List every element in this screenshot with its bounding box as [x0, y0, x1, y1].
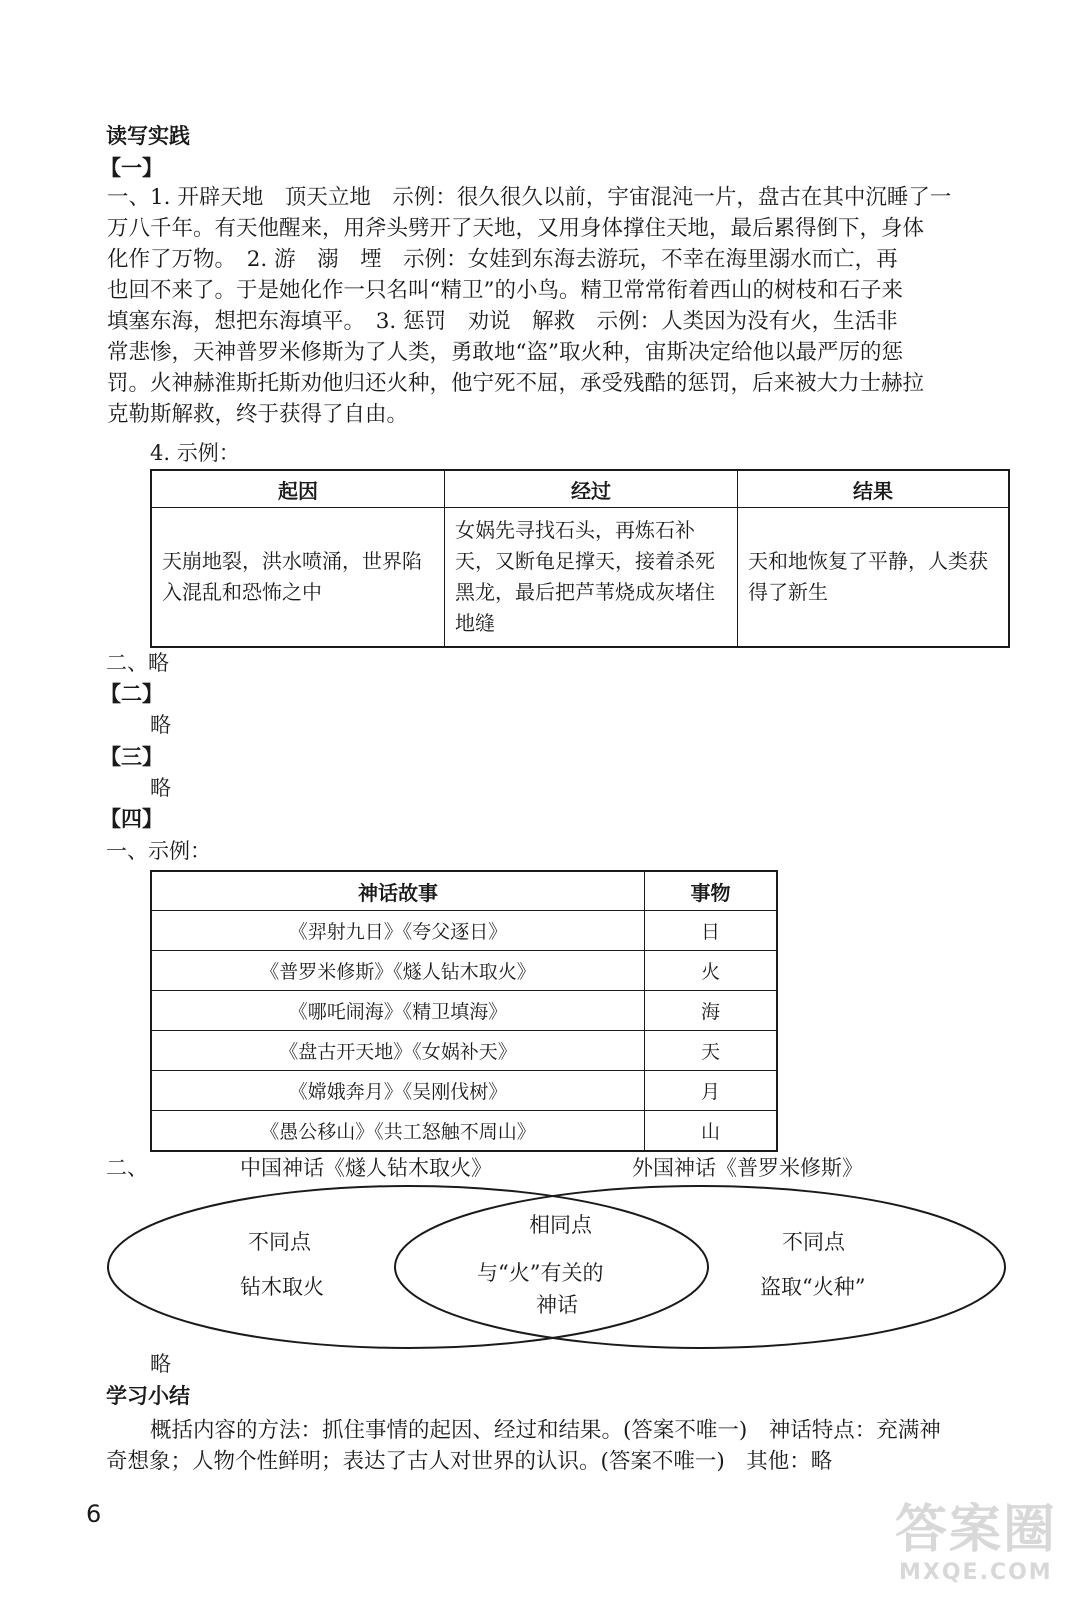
- venn-common-label: 相同点: [529, 1213, 592, 1237]
- cause-process-result-table: [150, 469, 1010, 648]
- table-row: [151, 991, 777, 1031]
- part1-q1-answer: [107, 182, 1012, 430]
- page-number: 6: [86, 1500, 102, 1528]
- part2-header: 【二】: [100, 682, 163, 706]
- answer-line: 也回不来了。于是她化作一只名叫“精卫”的小鸟。精卫常常衔着西山的树枝和石子来: [107, 278, 903, 303]
- table-cell: 天崩地裂，洪水喷涌，世界陷入混乱和恐怖之中: [151, 508, 445, 648]
- table-cell: 日: [645, 911, 778, 951]
- table-cell: 山: [645, 1111, 778, 1152]
- table-header: 经过: [445, 470, 738, 508]
- table-header: 事物: [645, 871, 778, 911]
- part4-q3: 略: [150, 1352, 171, 1376]
- answer-line: 填塞东海，想把东海填平。 3. 惩罚 劝说 解救 示例：人类因为没有火，生活非: [107, 309, 898, 334]
- table-cell: 天: [645, 1031, 778, 1071]
- venn-right-title: 外国神话《普罗米修斯》: [632, 1156, 863, 1180]
- answer-line: 克勒斯解救，终于获得了自由。: [107, 402, 409, 427]
- part4-header: 【四】: [100, 807, 163, 831]
- table-header: 起因: [151, 470, 445, 508]
- answer-line: 万八千年。有天他醒来，用斧头劈开了天地，又用身体撑住天地，最后累得倒下，身体: [107, 216, 925, 241]
- part1-header: 【一】: [100, 156, 163, 180]
- section-title: 读写实践: [106, 124, 190, 148]
- myth-things-table: [150, 870, 778, 1152]
- table-cell: 《愚公移山》《共工怒触不周山》: [151, 1111, 645, 1152]
- table-row: [151, 1031, 777, 1071]
- part3-header: 【三】: [100, 745, 163, 769]
- table-cell: 《盘古开天地》《女娲补天》: [151, 1031, 645, 1071]
- table-cell: 海: [645, 991, 778, 1031]
- venn-right-diff-text: 盗取“火种”: [760, 1275, 866, 1299]
- table-cell: 女娲先寻找石头，再炼石补天，又断龟足撑天，接着杀死黑龙，最后把芦苇烧成灰堵住地缝: [445, 508, 738, 648]
- part2-answer: 略: [150, 713, 171, 737]
- summary-line-2: 奇想象；人物个性鲜明；表达了古人对世界的认识。(答案不唯一) 其他：略: [106, 1449, 833, 1474]
- part4-q1-label: 一、示例：: [106, 839, 211, 863]
- answer-line: 罚。火神赫淮斯托斯劝他归还火种，他宁死不屈，承受残酷的惩罚，后来被大力士赫拉: [107, 371, 925, 396]
- part3-answer: 略: [150, 776, 171, 800]
- answer-line: 化作了万物。 2. 游 溺 堙 示例：女娃到东海去游玩，不幸在海里溺水而亡，再: [107, 247, 898, 272]
- venn-right-diff-label: 不同点: [782, 1230, 845, 1254]
- table-cell: 《羿射九日》《夸父逐日》: [151, 911, 645, 951]
- venn-left-title: 中国神话《燧人钻木取火》: [240, 1156, 492, 1180]
- table-header: 结果: [738, 470, 1010, 508]
- answer-line: 一、1. 开辟天地 顶天立地 示例：很久很久以前，宇宙混沌一片，盘古在其中沉睡了一: [107, 185, 952, 210]
- summary-line-1: 概括内容的方法：抓住事情的起因、经过和结果。(答案不唯一) 神话特点：充满神: [150, 1418, 941, 1443]
- watermark-brand: 答案圈: [895, 1500, 1058, 1560]
- answer-line: 常悲惨，天神普罗米修斯为了人类，勇敢地“盗”取火种，宙斯决定给他以最严厉的惩: [107, 340, 903, 365]
- venn-left-diff-text: 钻木取火: [240, 1275, 324, 1299]
- venn-common-text-1: 与“火”有关的: [477, 1261, 604, 1285]
- venn-left-ellipse: [108, 1186, 708, 1348]
- venn-left-diff-label: 不同点: [248, 1230, 311, 1254]
- table-cell: 月: [645, 1071, 778, 1111]
- part4-q2-label: 二、: [106, 1156, 148, 1180]
- table-row: [151, 1071, 777, 1111]
- table-cell: 天和地恢复了平静，人类获得了新生: [738, 508, 1010, 648]
- summary-title: 学习小结: [106, 1384, 190, 1408]
- table-cell: 火: [645, 951, 778, 991]
- table-cell: 《普罗米修斯》《燧人钻木取火》: [151, 951, 645, 991]
- q4-label: 4. 示例：: [150, 441, 240, 465]
- table-row: [151, 911, 777, 951]
- watermark: [895, 1500, 1057, 1585]
- table-cell: 《哪吒闹海》《精卫填海》: [151, 991, 645, 1031]
- table-row: [151, 1111, 777, 1152]
- table-row: [151, 951, 777, 991]
- part1-q2: 二、略: [106, 651, 169, 675]
- table-cell: 《嫦娥奔月》《吴刚伐树》: [151, 1071, 645, 1111]
- venn-common-text-2: 神话: [536, 1293, 578, 1317]
- table-header: 神话故事: [151, 871, 645, 911]
- watermark-url: MXQE.COM: [899, 1560, 1053, 1585]
